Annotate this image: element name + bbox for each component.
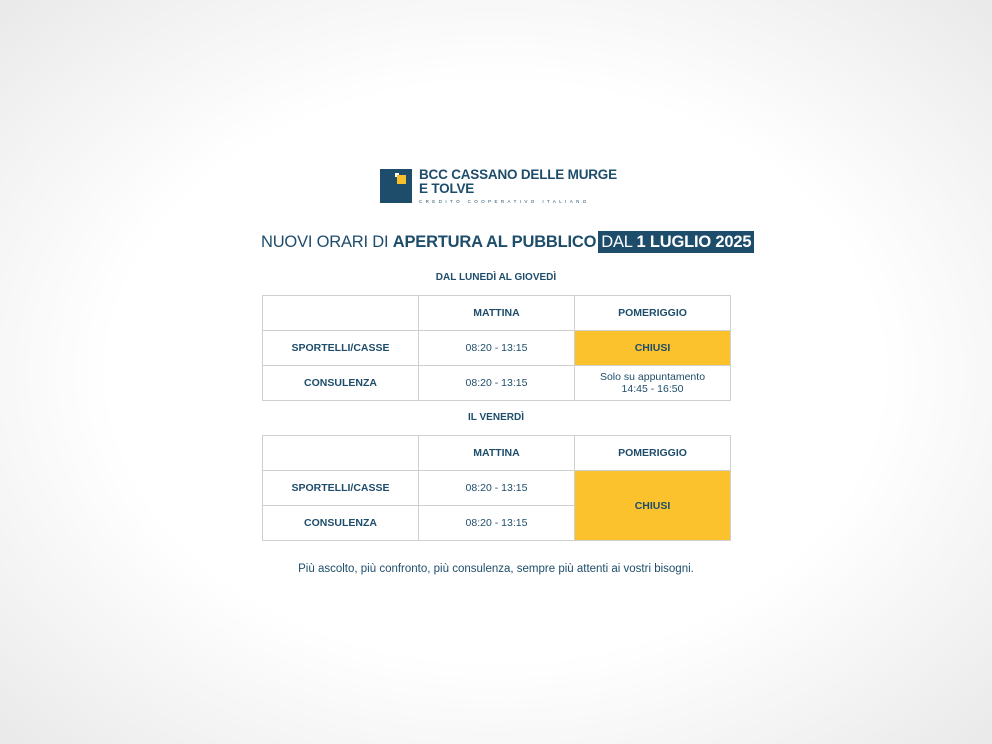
appointment-hours: 14:45 - 16:50 bbox=[621, 383, 684, 395]
row-label-sportelli: SPORTELLI/CASSE bbox=[263, 471, 419, 506]
morning-hours: 08:20 - 13:15 bbox=[419, 506, 575, 541]
empty-corner-cell bbox=[263, 296, 419, 331]
bank-name bbox=[419, 168, 617, 196]
bank-subtitle: CREDITO COOPERATIVO ITALIANO bbox=[419, 199, 590, 204]
friday-title: IL VENERDÌ bbox=[468, 412, 524, 423]
table-header-row bbox=[263, 436, 731, 471]
row-label-sportelli: SPORTELLI/CASSE bbox=[263, 331, 419, 366]
row-label-consulenza: CONSULENZA bbox=[263, 366, 419, 401]
morning-hours: 08:20 - 13:15 bbox=[419, 331, 575, 366]
logo-mark-icon bbox=[380, 169, 412, 203]
col-afternoon-header: POMERIGGIO bbox=[575, 296, 731, 331]
headline-part3: DAL bbox=[601, 233, 637, 251]
bank-logo bbox=[380, 169, 620, 209]
table-row bbox=[263, 366, 731, 401]
footer-slogan: Più ascolto, più confronto, più consulenza, sempre più attenti ai vostri bisogni. bbox=[298, 563, 694, 575]
col-afternoon-header: POMERIGGIO bbox=[575, 436, 731, 471]
table-row bbox=[263, 331, 731, 366]
row-label-consulenza: CONSULENZA bbox=[263, 506, 419, 541]
headline-part4: 1 LUGLIO 2025 bbox=[636, 233, 752, 251]
friday-table bbox=[262, 435, 731, 541]
empty-corner-cell bbox=[263, 436, 419, 471]
col-morning-header: MATTINA bbox=[419, 296, 575, 331]
table-row bbox=[263, 471, 731, 506]
afternoon-closed: CHIUSI bbox=[575, 471, 731, 541]
weekdays-table bbox=[262, 295, 731, 401]
weekdays-title: DAL LUNEDÌ AL GIOVEDÌ bbox=[435, 272, 557, 283]
afternoon-appointment bbox=[575, 366, 731, 401]
headline-part2: APERTURA AL PUBBLICO bbox=[392, 233, 597, 251]
bank-name-line1: BCC CASSANO DELLE MURGE bbox=[419, 167, 617, 182]
headline bbox=[261, 231, 754, 253]
afternoon-closed: CHIUSI bbox=[575, 331, 731, 366]
table-header-row bbox=[263, 296, 731, 331]
bank-name-line2: E TOLVE bbox=[419, 181, 475, 196]
col-morning-header: MATTINA bbox=[419, 436, 575, 471]
headline-part1: NUOVI ORARI DI bbox=[261, 233, 393, 251]
morning-hours: 08:20 - 13:15 bbox=[419, 366, 575, 401]
morning-hours: 08:20 - 13:15 bbox=[419, 471, 575, 506]
headline-date-highlight bbox=[598, 231, 754, 253]
appointment-note: Solo su appuntamento bbox=[599, 371, 706, 383]
